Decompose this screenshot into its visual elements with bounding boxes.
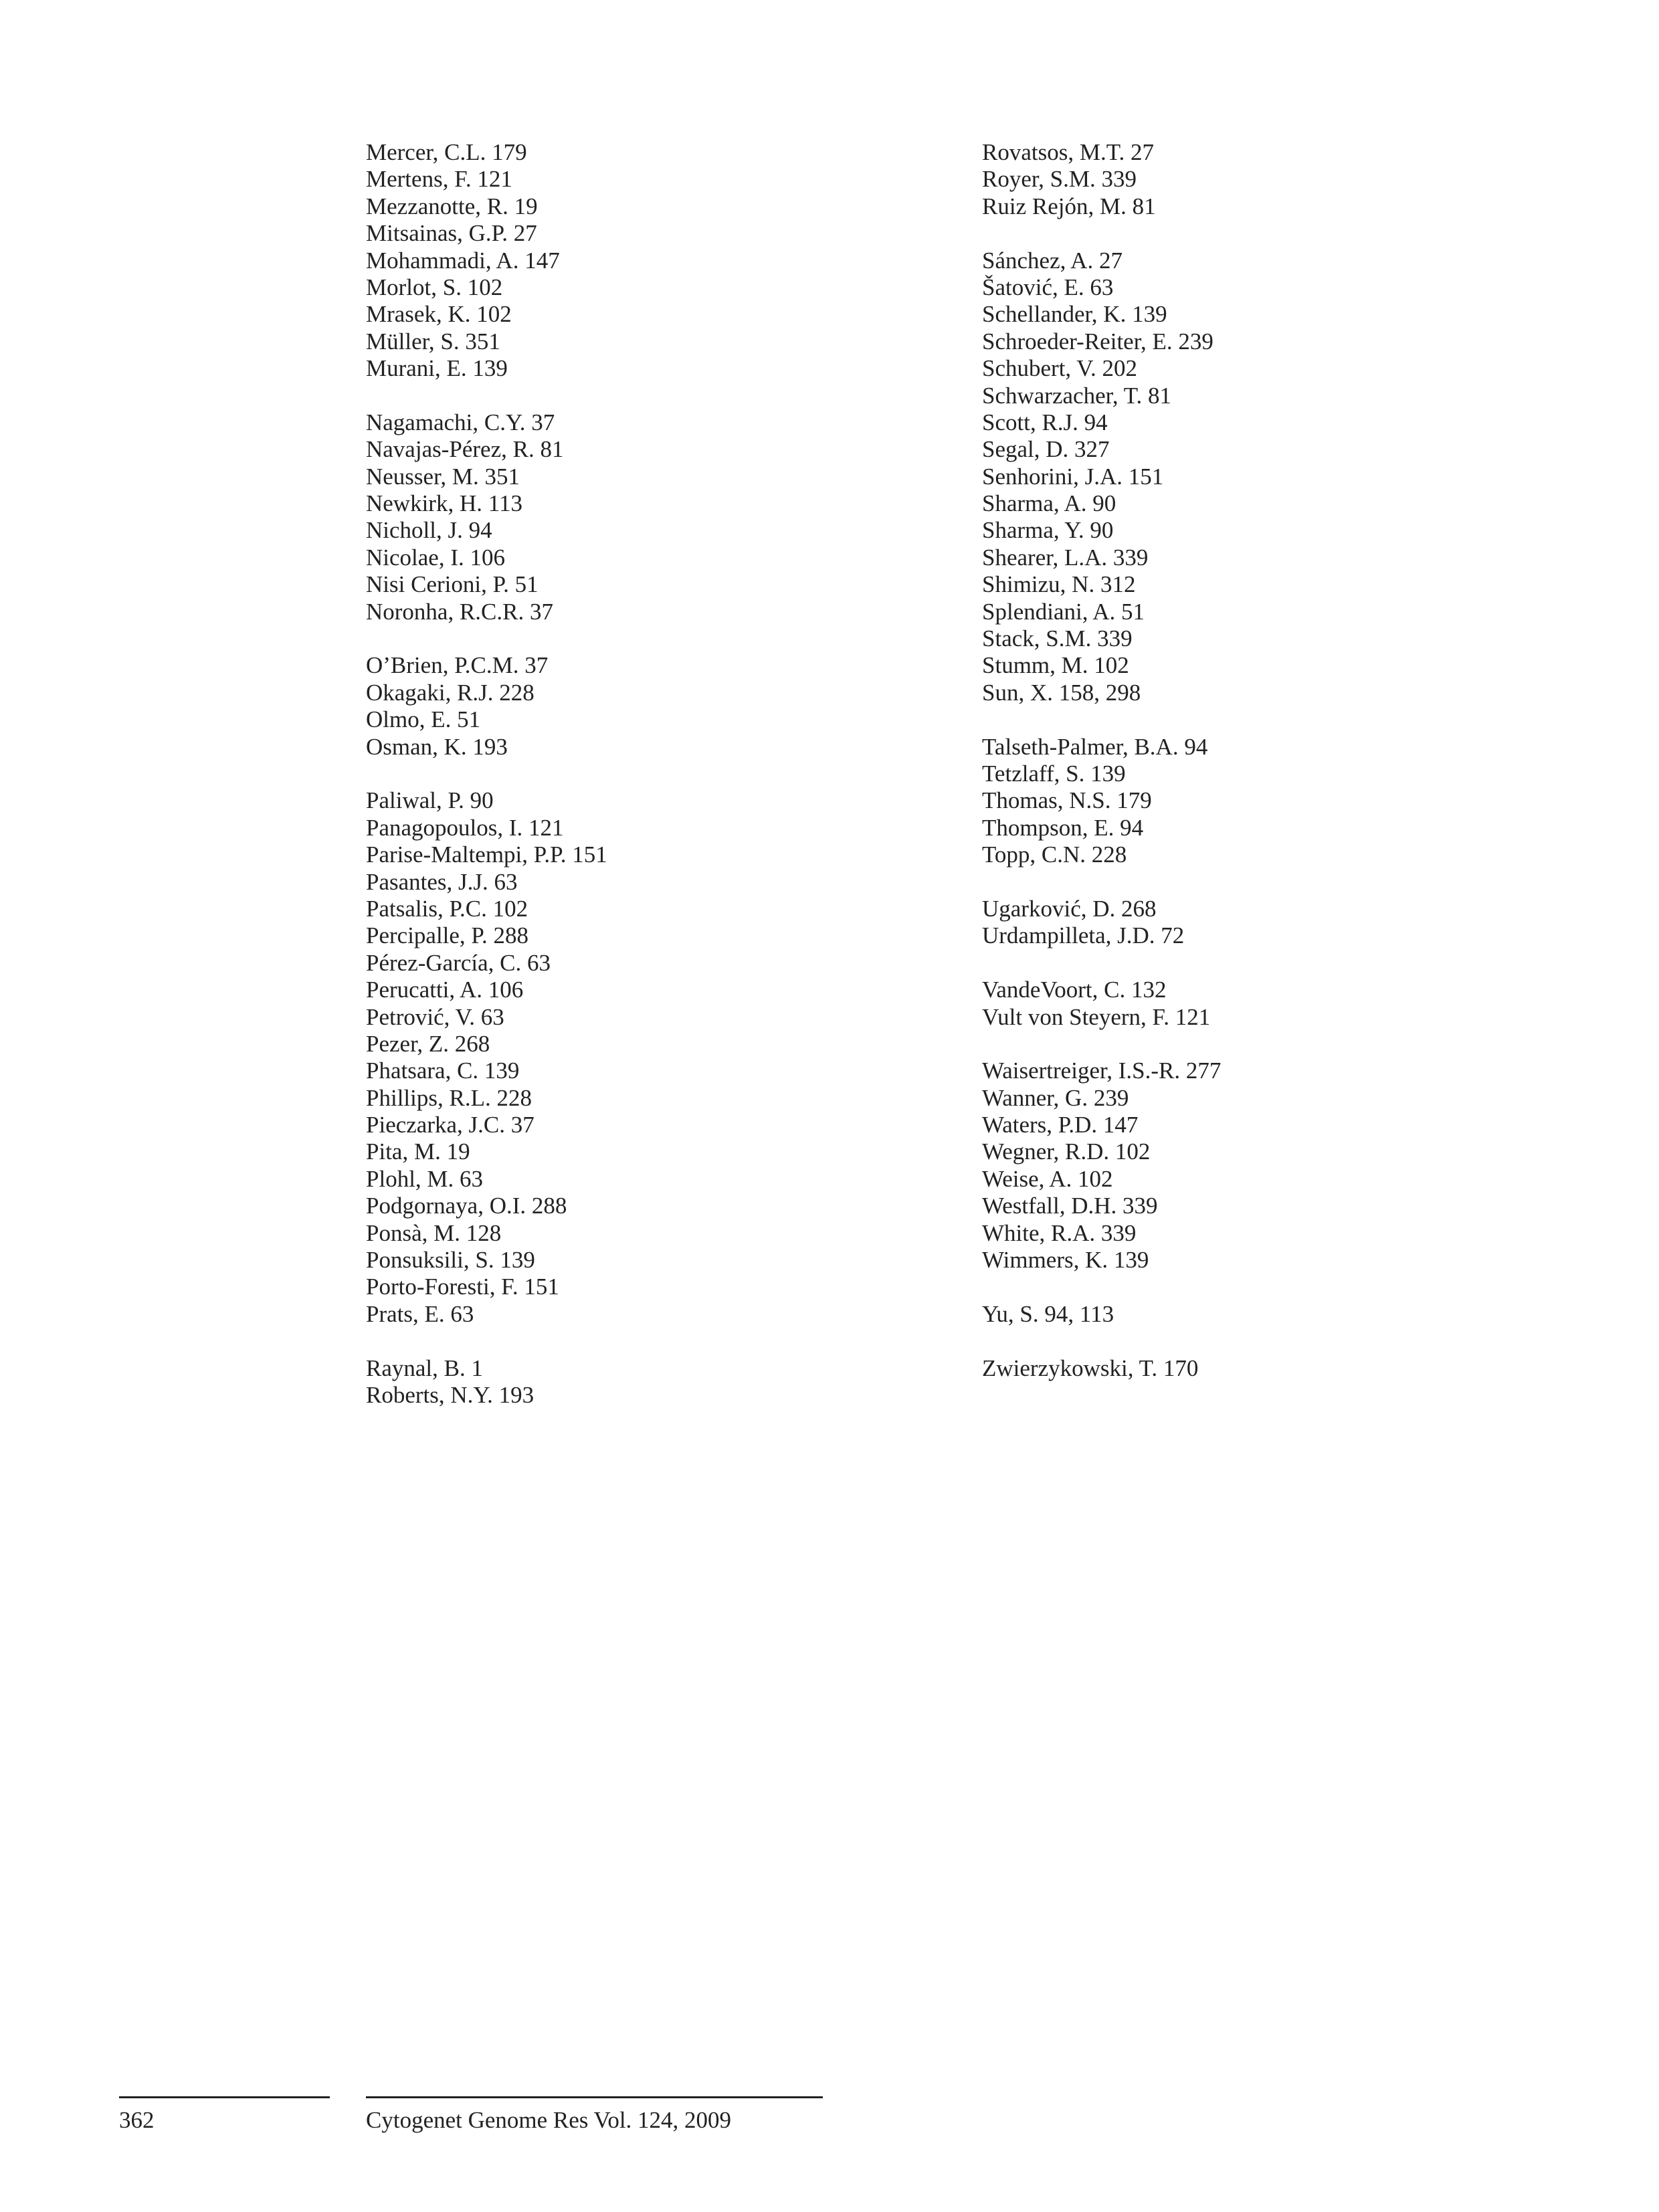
- index-entry: Shimizu, N. 312: [982, 571, 1136, 598]
- index-entry: Panagopoulos, I. 121: [366, 814, 564, 841]
- index-entry: Thomas, N.S. 179: [982, 787, 1152, 814]
- group-spacer: [982, 869, 1221, 896]
- group-spacer: [366, 383, 607, 409]
- index-entry: Phatsara, C. 139: [366, 1058, 520, 1084]
- index-entry: Mezzanotte, R. 19: [366, 193, 538, 219]
- index-entry: Sharma, Y. 90: [982, 517, 1114, 544]
- index-entry: Ugarković, D. 268: [982, 895, 1157, 922]
- index-entry: Splendiani, A. 51: [982, 598, 1145, 625]
- index-entry: Podgornaya, O.I. 288: [366, 1193, 567, 1219]
- index-entry: Murani, E. 139: [366, 355, 508, 382]
- group-spacer: [982, 1328, 1221, 1354]
- index-entry: Nagamachi, C.Y. 37: [366, 409, 555, 435]
- index-entry: Mertens, F. 121: [366, 166, 512, 193]
- index-entry: Mercer, C.L. 179: [366, 139, 527, 165]
- index-entry: Yu, S. 94, 113: [982, 1300, 1114, 1327]
- index-entry: Talseth-Palmer, B.A. 94: [982, 733, 1208, 760]
- index-entry: Nicolae, I. 106: [366, 544, 505, 571]
- index-entry: Porto-Foresti, F. 151: [366, 1274, 559, 1300]
- index-entry: Phillips, R.L. 228: [366, 1084, 532, 1111]
- footer-rule-right: [366, 2096, 823, 2098]
- index-entry: Plohl, M. 63: [366, 1165, 484, 1192]
- index-entry: Wimmers, K. 139: [982, 1247, 1149, 1274]
- group-spacer: [982, 1274, 1221, 1300]
- index-entry: Parise-Maltempi, P.P. 151: [366, 841, 607, 868]
- footer-rule-left: [119, 2096, 330, 2098]
- journal-citation: Cytogenet Genome Res Vol. 124, 2009: [366, 2107, 732, 2133]
- index-entry: Paliwal, P. 90: [366, 787, 494, 814]
- index-entry: Nisi Cerioni, P. 51: [366, 571, 539, 598]
- index-entry: Schellander, K. 139: [982, 301, 1167, 328]
- index-entry: Mitsainas, G.P. 27: [366, 220, 537, 247]
- group-spacer: [982, 706, 1221, 733]
- group-spacer: [982, 1031, 1221, 1058]
- index-entry: Raynal, B. 1: [366, 1354, 483, 1381]
- index-column-right: [982, 139, 1221, 1382]
- index-entry: Waters, P.D. 147: [982, 1112, 1139, 1138]
- index-entry: Patsalis, P.C. 102: [366, 895, 528, 922]
- index-entry: Stack, S.M. 339: [982, 625, 1133, 652]
- index-entry: Scott, R.J. 94: [982, 409, 1108, 435]
- index-entry: Noronha, R.C.R. 37: [366, 598, 553, 625]
- index-entry: Weise, A. 102: [982, 1165, 1113, 1192]
- index-entry: Pezer, Z. 268: [366, 1030, 490, 1057]
- group-spacer: [982, 220, 1221, 247]
- index-entry: Urdampilleta, J.D. 72: [982, 922, 1185, 949]
- index-entry: Sánchez, A. 27: [982, 247, 1123, 274]
- index-entry: Newkirk, H. 113: [366, 490, 522, 517]
- index-entry: Stumm, M. 102: [982, 652, 1129, 679]
- index-entry: Neusser, M. 351: [366, 463, 520, 490]
- index-entry: Roberts, N.Y. 193: [366, 1381, 534, 1408]
- index-entry: Mohammadi, A. 147: [366, 247, 560, 274]
- index-entry: Waisertreiger, I.S.-R. 277: [982, 1058, 1222, 1084]
- index-entry: Wegner, R.D. 102: [982, 1138, 1151, 1165]
- index-entry: Topp, C.N. 228: [982, 841, 1127, 868]
- group-spacer: [366, 1328, 607, 1354]
- index-entry: Ponsà, M. 128: [366, 1219, 502, 1246]
- index-entry: Pita, M. 19: [366, 1138, 470, 1165]
- page-number: 362: [119, 2107, 155, 2133]
- index-entry: VandeVoort, C. 132: [982, 977, 1167, 1003]
- index-entry: Shearer, L.A. 339: [982, 544, 1149, 571]
- index-entry: Pérez-García, C. 63: [366, 949, 551, 976]
- index-entry: Tetzlaff, S. 139: [982, 760, 1126, 787]
- index-entry: Nicholl, J. 94: [366, 517, 492, 544]
- index-entry: White, R.A. 339: [982, 1219, 1137, 1246]
- index-entry: Sharma, A. 90: [982, 490, 1116, 517]
- index-entry: Segal, D. 327: [982, 436, 1110, 463]
- index-entry: Navajas-Pérez, R. 81: [366, 436, 564, 463]
- index-entry: Senhorini, J.A. 151: [982, 463, 1164, 490]
- index-entry: Schubert, V. 202: [982, 355, 1138, 382]
- index-entry: Perucatti, A. 106: [366, 977, 524, 1003]
- index-entry: Šatović, E. 63: [982, 274, 1114, 300]
- index-entry: Percipalle, P. 288: [366, 922, 529, 949]
- index-entry: Okagaki, R.J. 228: [366, 679, 534, 706]
- index-entry: Pasantes, J.J. 63: [366, 868, 518, 895]
- index-entry: Thompson, E. 94: [982, 814, 1144, 841]
- index-entry: Mrasek, K. 102: [366, 301, 512, 328]
- index-entry: Rovatsos, M.T. 27: [982, 139, 1154, 165]
- index-entry: Wanner, G. 239: [982, 1084, 1129, 1111]
- index-entry: Schroeder-Reiter, E. 239: [982, 328, 1213, 355]
- group-spacer: [366, 761, 607, 787]
- index-entry: Olmo, E. 51: [366, 706, 481, 733]
- index-column-left: [366, 139, 607, 1409]
- index-entry: Vult von Steyern, F. 121: [982, 1003, 1211, 1030]
- index-entry: O’Brien, P.C.M. 37: [366, 652, 549, 679]
- index-entry: Osman, K. 193: [366, 733, 508, 760]
- index-entry: Ruiz Rejón, M. 81: [982, 193, 1156, 219]
- index-entry: Zwierzykowski, T. 170: [982, 1354, 1199, 1381]
- index-entry: Prats, E. 63: [366, 1300, 474, 1327]
- index-entry: Petrović, V. 63: [366, 1003, 504, 1030]
- index-entry: Müller, S. 351: [366, 328, 500, 355]
- group-spacer: [366, 625, 607, 652]
- index-entry: Westfall, D.H. 339: [982, 1193, 1158, 1219]
- index-entry: Pieczarka, J.C. 37: [366, 1112, 534, 1138]
- index-entry: Sun, X. 158, 298: [982, 679, 1141, 706]
- group-spacer: [982, 950, 1221, 977]
- index-entry: Morlot, S. 102: [366, 274, 503, 300]
- index-entry: Royer, S.M. 339: [982, 166, 1137, 193]
- index-entry: Schwarzacher, T. 81: [982, 382, 1172, 409]
- index-entry: Ponsuksili, S. 139: [366, 1247, 535, 1274]
